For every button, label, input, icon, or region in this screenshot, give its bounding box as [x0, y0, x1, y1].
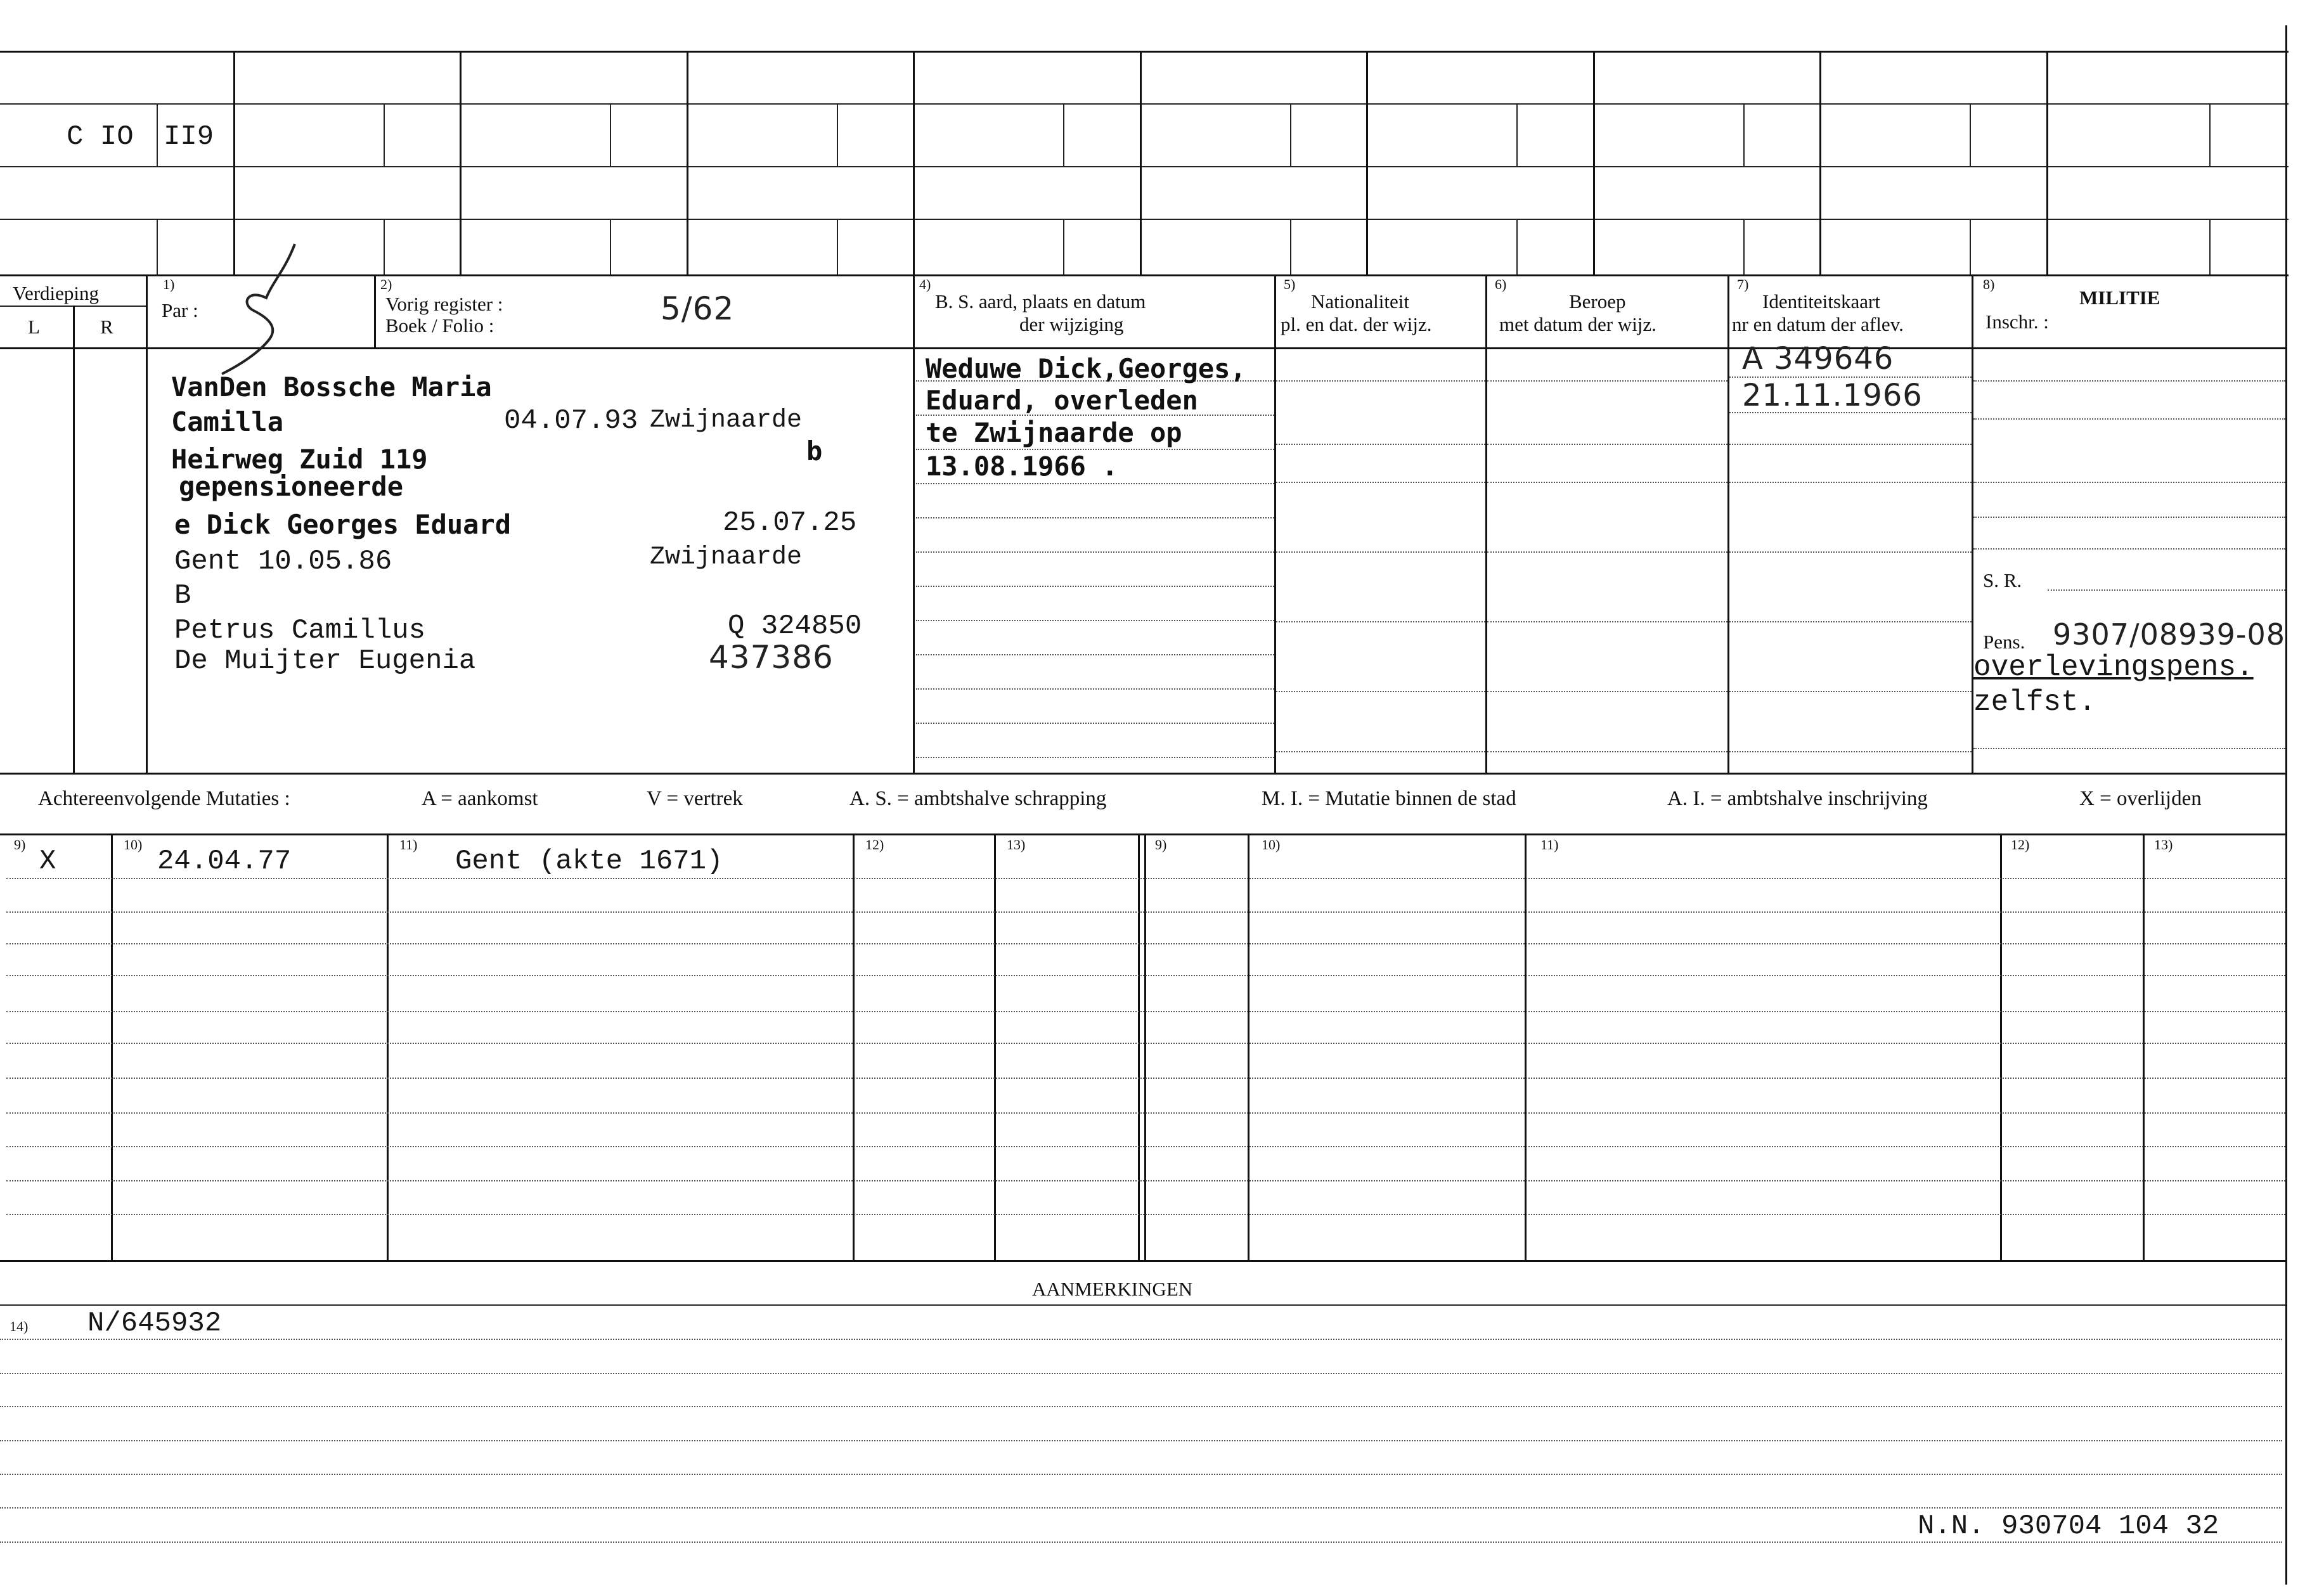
nat-label-2: pl. en dat. der wijz. — [1281, 313, 1432, 335]
bs-line-3: te Zwijnaarde op — [926, 417, 1182, 448]
firstname: Camilla — [171, 406, 284, 437]
father-code: Q 324850 — [728, 610, 862, 642]
par-mark-icon — [209, 238, 304, 383]
mother: De Muijter Eugenia — [174, 645, 476, 677]
birth-place: Zwijnaarde — [650, 406, 803, 435]
verdieping-label: Verdieping — [13, 282, 100, 304]
bs-line-4: 13.08.1966 . — [926, 451, 1118, 482]
pens-type: overlevingspens. — [1973, 651, 2254, 684]
spouse: e Dick Georges Eduard — [174, 509, 512, 540]
pens-number: 9307/08939-08 — [2053, 617, 2286, 652]
mut-col9-right: 9) — [1155, 837, 1167, 853]
spouse-date: 25.07.25 — [723, 507, 857, 539]
militie-label: MILITIE — [2079, 286, 2160, 309]
id-number: 7) — [1737, 276, 1749, 292]
mut-col12-right: 12) — [2011, 837, 2030, 853]
mutaties-title: Achtereenvolgende Mutaties : — [38, 787, 290, 810]
bs-label: B. S. aard, plaats en datum — [935, 290, 1146, 312]
spouse-place: Zwijnaarde — [650, 543, 803, 572]
footer-number: N.N. 930704 104 32 — [1918, 1510, 2219, 1542]
beroep-label: Beroep — [1569, 290, 1626, 312]
mutation-code: X — [39, 846, 56, 877]
mark-b: b — [806, 435, 823, 467]
legend-a: A = aankomst — [422, 787, 538, 810]
mut-col11-left: 11) — [399, 837, 418, 853]
mut-col12-left: 12) — [865, 837, 884, 853]
address: Heirweg Zuid 119 — [171, 444, 428, 475]
mutation-place: Gent (akte 1671) — [455, 846, 723, 877]
beroep-label-2: met datum der wijz. — [1499, 313, 1656, 335]
register-number: II9 — [164, 121, 214, 153]
mutation-date: 24.04.77 — [157, 846, 292, 877]
militie-number: 8) — [1983, 276, 1995, 292]
vorig-number: 2) — [380, 276, 392, 292]
mut-col13-right: 13) — [2154, 837, 2173, 853]
sr-label: S. R. — [1983, 569, 2022, 591]
vorig-value: 5/62 — [661, 290, 735, 327]
pens-kind: zelfst. — [1973, 686, 2096, 719]
register-code: C IO — [67, 121, 134, 153]
surname: VanDen Bossche Maria — [171, 371, 492, 402]
mut-col13-left: 13) — [1007, 837, 1026, 853]
mark-B: B — [174, 580, 191, 612]
mut-col10-right: 10) — [1262, 837, 1281, 853]
mut-col11-right: 11) — [1540, 837, 1559, 853]
beroep-number: 6) — [1495, 276, 1507, 292]
spouse-birth: Gent 10.05.86 — [174, 546, 392, 577]
bs-label-2: der wijziging — [1019, 313, 1124, 335]
col-l-label: L — [28, 316, 40, 338]
nat-label: Nationaliteit — [1311, 290, 1409, 312]
vorig-label: Vorig register : — [385, 293, 503, 315]
identity-card-date: 21.11.1966 — [1742, 378, 1923, 413]
birth-date: 04.07.93 — [504, 405, 638, 437]
bs-line-2: Eduard, overleden — [926, 385, 1198, 416]
inschr-label: Inschr. : — [1985, 311, 2049, 333]
par-number: 1) — [163, 276, 175, 292]
mut-col9-left: 9) — [14, 837, 26, 853]
bs-number: 4) — [919, 276, 931, 292]
id-label-2: nr en datum der aflev. — [1732, 313, 1904, 335]
aanmerkingen-title: AANMERKINGEN — [1032, 1278, 1193, 1300]
legend-v: V = vertrek — [647, 787, 743, 810]
aanmerkingen-number: 14) — [10, 1318, 29, 1334]
occupation-status: gepensioneerde — [179, 471, 404, 502]
legend-mi: M. I. = Mutatie binnen de stad — [1262, 787, 1516, 810]
aanmerkingen-value: N/645932 — [87, 1308, 222, 1339]
mut-col10-left: 10) — [124, 837, 143, 853]
mother-code: 437386 — [709, 639, 834, 676]
par-label: Par : — [162, 299, 198, 321]
identity-card-number: A 349646 — [1742, 341, 1894, 376]
legend-as: A. S. = ambtshalve schrapping — [849, 787, 1107, 810]
id-label: Identiteitskaart — [1762, 290, 1880, 312]
pens-label: Pens. — [1983, 631, 2025, 653]
boek-folio-label: Boek / Folio : — [385, 314, 494, 337]
nat-number: 5) — [1284, 276, 1296, 292]
bs-line-1: Weduwe Dick,Georges, — [926, 353, 1246, 384]
col-r-label: R — [100, 316, 113, 338]
legend-x: X = overlijden — [2079, 787, 2202, 810]
father: Petrus Camillus — [174, 615, 426, 647]
legend-ai: A. I. = ambtshalve inschrijving — [1667, 787, 1928, 810]
